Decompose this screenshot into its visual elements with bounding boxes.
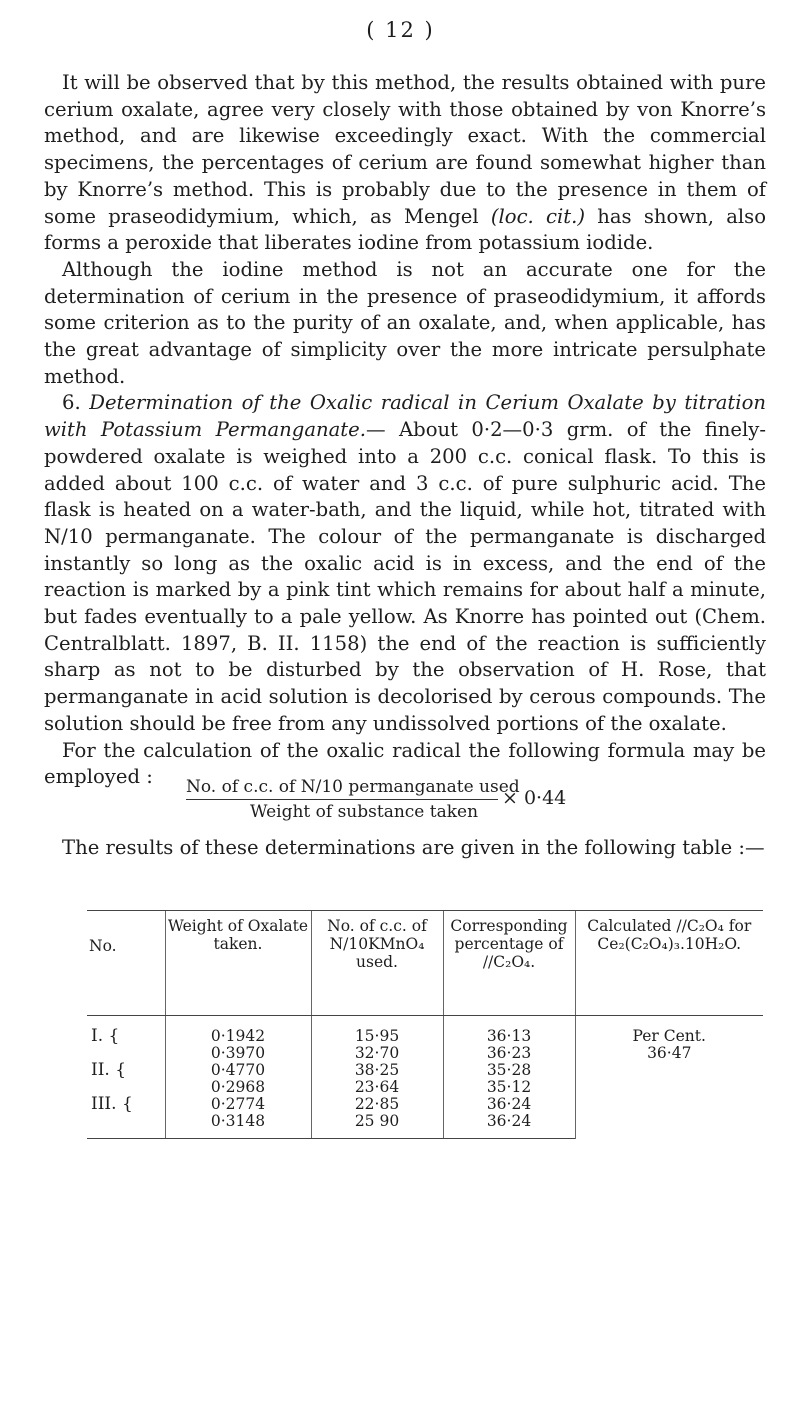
paragraph-2: Although the iodine method is not an accurate one for the determination of cerium in the presence of praseodidymium, it affords some criterion as to the purity of an oxalate, and, when applicable, has the great advantage of simplicity over the more intricate persulphate method. (44, 257, 766, 388)
formula-numerator: No. of c.c. of N/10 permanganate used (186, 777, 520, 797)
cell-cc: 22·85 (311, 1096, 443, 1113)
row-number: II. { (91, 1060, 127, 1080)
cell-weight: 0·3970 (165, 1045, 311, 1062)
body-text (44, 70, 766, 791)
header-percentage: Corresponding percentage of //C₂O₄. (443, 911, 575, 1016)
cell-cc: 15·95 (311, 1016, 443, 1046)
cell-weight: 0·2774 (165, 1096, 311, 1113)
header-no: No. (87, 911, 165, 1016)
row-number (87, 1113, 165, 1139)
page-number: ( 12 ) (366, 18, 435, 42)
formula-denominator: Weight of substance taken (250, 802, 479, 822)
paragraph-4: For the calculation of the oxalic radical the following formula may be employed : (44, 738, 766, 789)
header-weight: Weight of Oxalate taken. (165, 911, 311, 1016)
section-title: Determination of the Oxalic radical in Cerium Oxalate by titration with Potassium Permanganate. (44, 391, 766, 442)
cell-weight: 0·2968 (165, 1079, 311, 1096)
cell-cc: 23·64 (311, 1079, 443, 1096)
cell-cc: 25 90 (311, 1113, 443, 1139)
calculated-cell (575, 1016, 763, 1139)
paragraph-3 (44, 390, 766, 737)
calc-value: 36·47 (647, 1044, 692, 1062)
row-number: III. { (91, 1094, 133, 1114)
table-row (87, 1016, 763, 1046)
cell-percentage: 35·12 (443, 1079, 575, 1096)
paragraph-1-end: has shown, also forms a peroxide that liberates iodine from potassium iodide. (44, 204, 766, 255)
header-cc: No. of c.c. of N/10KMnO₄ used. (311, 911, 443, 1016)
paragraph-1-text: It will be observed that by this method, the results obtained with pure cerium oxalate, agree very closely with those obtained by von Knorre’s method, and are likewise exceedingly exact. With the commercial specimens, the percentages of cerium are found somewhat higher than by Knorre’s method. This is probably due to the presence in them of some praseodidymium, which, as Mengel (44, 71, 766, 228)
cell-cc: 38·25 (311, 1062, 443, 1079)
row-number: I. { (91, 1026, 120, 1046)
cell-weight: 0·1942 (165, 1016, 311, 1046)
section-number: 6. (62, 391, 90, 415)
calc-unit: Per Cent. (632, 1027, 706, 1045)
citation: (loc. cit.) (490, 204, 586, 228)
formula-factor: × 0·44 (502, 787, 567, 809)
paragraph-5: The results of these determinations are given in the following table :— (62, 836, 765, 859)
cell-percentage: 36·13 (443, 1016, 575, 1046)
cell-cc: 32·70 (311, 1045, 443, 1062)
header-calculated: Calculated //C₂O₄ for Ce₂(C₂O₄)₃.10H₂O. (575, 911, 763, 1016)
table-intro (44, 834, 766, 861)
fraction-bar (186, 799, 498, 800)
cell-weight: 0·4770 (165, 1062, 311, 1079)
table-header-row (87, 911, 763, 1016)
results-table (87, 910, 763, 1139)
cell-percentage: 36·24 (443, 1113, 575, 1139)
paragraph-1 (44, 70, 766, 257)
cell-percentage: 35·28 (443, 1062, 575, 1079)
formula (0, 777, 801, 833)
cell-weight: 0·3148 (165, 1113, 311, 1139)
paragraph-3-body: — About 0·2—0·3 grm. of the finely-powdered oxalate is weighed into a 200 c.c. conical flask. To this is added about 100 c.c. of water and 3 c.c. of pure sulphuric acid. The flask is heated on a water-bath, and the liquid, while hot, titrated with N/10 permanganate. The colour of the permanganate is discharged instantly so long as the oxalic acid is in excess, and the end of the reaction is marked by a pink tint which remains for about half a minute, but fades eventually to a pale yellow. As Knorre has pointed out (Chem. Centralblatt. 1897, B. II. 1158) the end of the reaction is sufficiently sharp as not to be disturbed by the observation of H. Rose, that permanganate in acid solution is decolorised by cerous compounds. The solution should be free from any undissolved portions of the oxalate. (44, 418, 766, 735)
cell-percentage: 36·24 (443, 1096, 575, 1113)
cell-percentage: 36·23 (443, 1045, 575, 1062)
